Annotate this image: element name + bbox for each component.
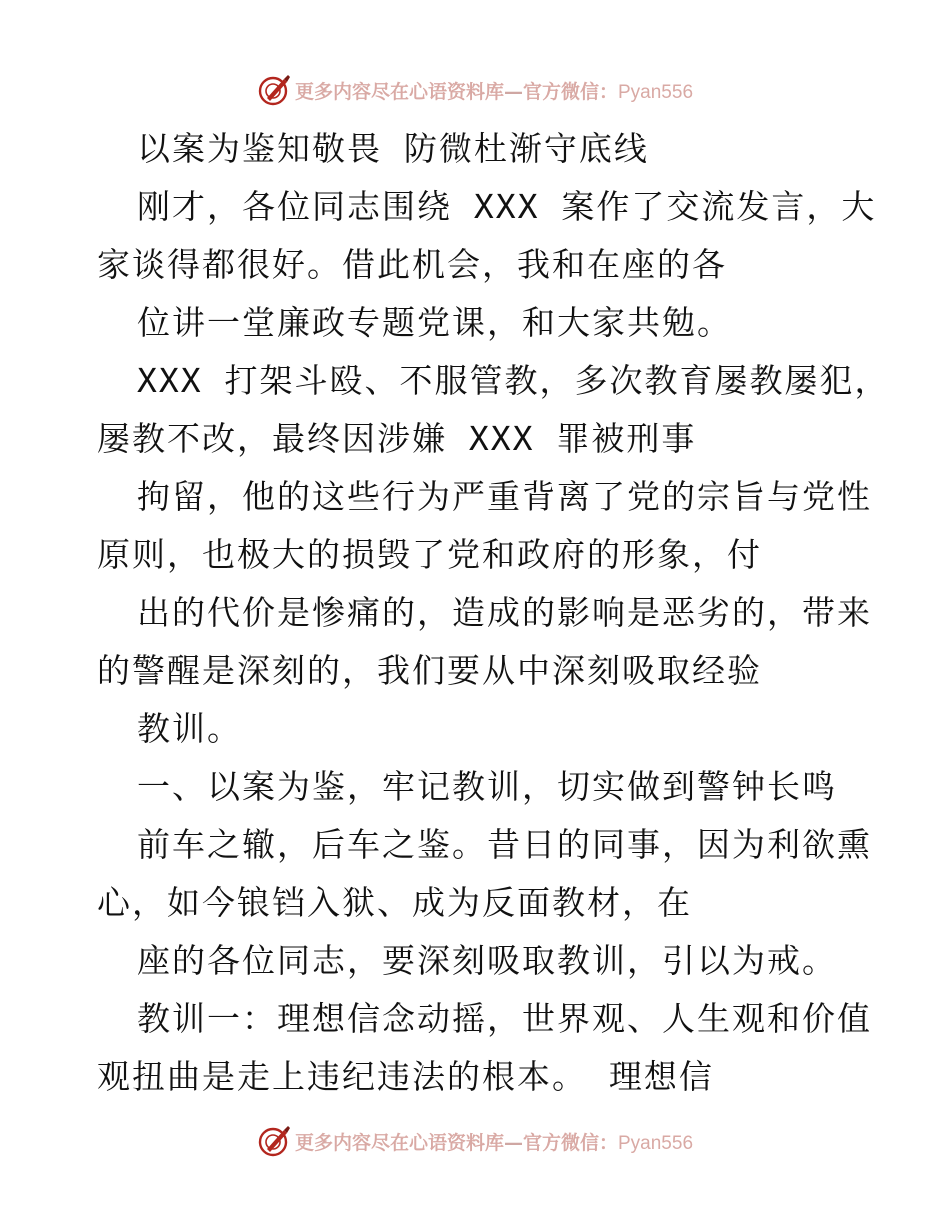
- banner-separator: —: [503, 1131, 523, 1154]
- paragraph-line: 拘留，他的这些行为严重背离了党的宗旨与党性: [137, 477, 872, 516]
- header-watermark-text: [295, 77, 693, 104]
- paragraph-line: 心，如今锒铛入狱、成为反面教材，在: [97, 883, 692, 922]
- paragraph-line: 刚才，各位同志围绕 XXX 案作了交流发言，大: [137, 187, 877, 226]
- footer-watermark-banner: [0, 1121, 950, 1161]
- banner-main-text: 更多内容尽在心语资料库: [294, 1131, 504, 1154]
- banner-official-text: 官方微信：: [522, 80, 618, 103]
- paragraph-line: 原则，也极大的损毁了党和政府的形象，付: [97, 535, 762, 574]
- paragraph-line: 家谈得都很好。借此机会，我和在座的各: [97, 245, 727, 284]
- paragraph-line: XXX 打架斗殴、不服管教，多次教育屡教屡犯，: [137, 361, 890, 400]
- doc-title: 以案为鉴知敬畏 防微杜渐守底线: [137, 129, 649, 168]
- paragraph-line: 教训一：理想信念动摇，世界观、人生观和价值: [137, 999, 872, 1038]
- paragraph-line: 座的各位同志，要深刻吸取教训，引以为戒。: [137, 941, 837, 980]
- footer-watermark-text: [295, 1128, 693, 1155]
- banner-separator: —: [503, 80, 523, 103]
- pen-logo-icon: [257, 1124, 291, 1158]
- paragraph-line: 出的代价是惨痛的，造成的影响是恶劣的，带来: [137, 593, 872, 632]
- section-heading: 一、以案为鉴，牢记教训，切实做到警钟长鸣: [137, 767, 837, 806]
- header-watermark-banner: [0, 70, 950, 110]
- paragraph-line: 的警醒是深刻的，我们要从中深刻吸取经验: [97, 651, 762, 690]
- paragraph-line: 教训。: [137, 709, 242, 748]
- banner-handle: Pyan556: [618, 1132, 694, 1154]
- pen-logo-icon: [257, 73, 291, 107]
- paragraph-line: 观扭曲是走上违纪违法的根本。 理想信: [97, 1057, 714, 1096]
- banner-handle: Pyan556: [618, 81, 694, 103]
- banner-main-text: 更多内容尽在心语资料库: [294, 80, 504, 103]
- paragraph-line: 位讲一堂廉政专题党课，和大家共勉。: [137, 303, 732, 342]
- paragraph-line: 屡教不改，最终因涉嫌 XXX 罪被刑事: [97, 419, 697, 458]
- paragraph-line: 前车之辙，后车之鉴。昔日的同事，因为利欲熏: [137, 825, 872, 864]
- banner-official-text: 官方微信：: [522, 1131, 618, 1154]
